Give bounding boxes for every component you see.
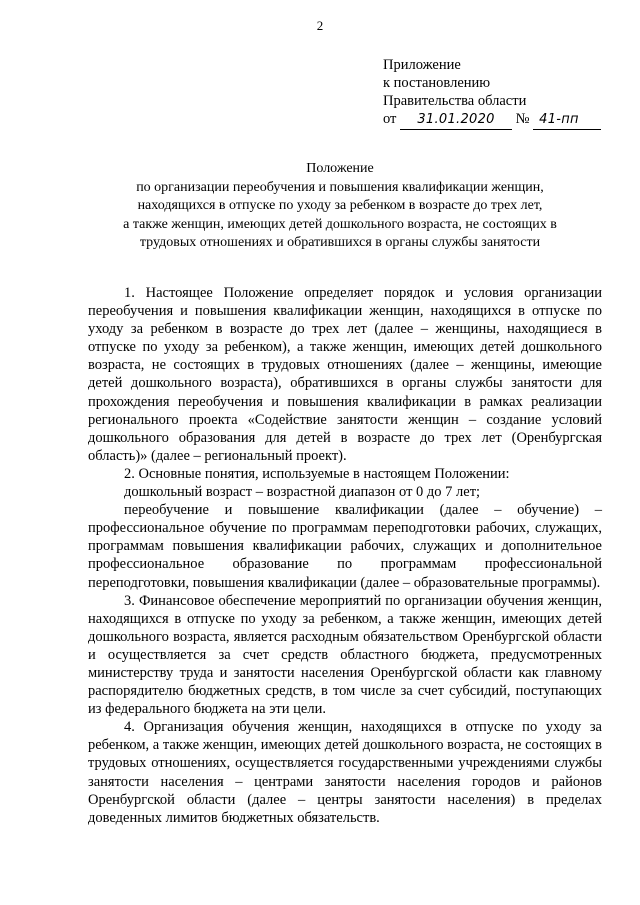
appendix-line: Правительства области xyxy=(383,93,527,109)
title-heading: Положение xyxy=(306,161,374,176)
appendix-line: Приложение xyxy=(383,57,461,73)
paragraph-2: 2. Основные понятия, используемые в настоящем Положении: xyxy=(124,465,510,482)
paragraph-definition-training: переобучение и повышение квалификации (далее – обучение) – профессиональное обучение по программам переподготовки рабочих, служащих, программам повышения квалификации рабочих, служащих и дополнительное профессиональное образование по программам профессиональной переподготовки, повышения квалификации (далее – образовательные программы). xyxy=(88,502,602,591)
appendix-date-line xyxy=(383,110,613,130)
paragraph-definition-age: дошкольный возраст – возрастной диапазон от 0 до 7 лет; xyxy=(124,484,481,501)
title-line: а также женщин, имеющих детей дошкольного возраста, не состоящих в xyxy=(123,216,557,232)
appendix-block xyxy=(383,56,613,130)
from-label: от xyxy=(383,111,397,127)
page-number: 2 xyxy=(316,18,324,33)
title-line: трудовых отношениях и обратившихся в органы службы занятости xyxy=(139,235,541,250)
paragraph-3: 3. Финансовое обеспечение мероприятий по организации обучения женщин, находящихся в отпуске по уходу за ребенком, а также женщин, имеющих детей дошкольного возраста, является расходным обязательством Оренбургской области и осуществляется за счет средств областного бюджета, предусмотренных министерству труда и занятости населения Оренбургской области как главному распорядителю бюджетных средств, в том числе за счет субсидий, поступающих из федерального бюджета на эти цели. xyxy=(88,592,602,718)
title-line: по организации переобучения и повышения квалификации женщин, xyxy=(136,179,544,195)
handwritten-number: 41-пп xyxy=(533,111,601,130)
document-body xyxy=(88,284,602,827)
appendix-line: к постановлению xyxy=(383,75,491,91)
handwritten-date: 31.01.2020 xyxy=(400,111,512,130)
paragraph-4: 4. Организация обучения женщин, находящихся в отпуске по уходу за ребенком, а также женщин, имеющих детей дошкольного возраста, не состоящих в трудовых отношениях, осуществляется государственными учреждениями службы занятости населения – центрами занятости населения городов и районов Оренбургской области (далее – центры занятости населения) в пределах доведенных лимитов бюджетных обязательств. xyxy=(88,719,602,826)
document-title xyxy=(60,160,620,253)
paragraph-1: 1. Настоящее Положение определяет порядок и условия организации переобучения и повышения квалификации женщин, находящихся в отпуске по уходу за ребенком в возрасте до трех лет (далее – женщины, находящиеся в отпуске по уходу за ребенком), а также женщин, имеющих детей дошкольного возраста, не состоящих в трудовых отношениях (далее – женщины, имеющие детей дошкольного возраста), обратившихся в органы службы занятости для прохождения переобучения и повышения квалификации в рамках реализации регионального проекта «Содействие занятости женщин – создание условий дошкольного образования для детей в возрасте до трех лет (Оренбургская область)» (далее – региональный проект). xyxy=(88,285,602,464)
number-label: № xyxy=(515,111,530,127)
title-line: находящихся в отпуске по уходу за ребенком в возрасте до трех лет, xyxy=(137,198,543,213)
